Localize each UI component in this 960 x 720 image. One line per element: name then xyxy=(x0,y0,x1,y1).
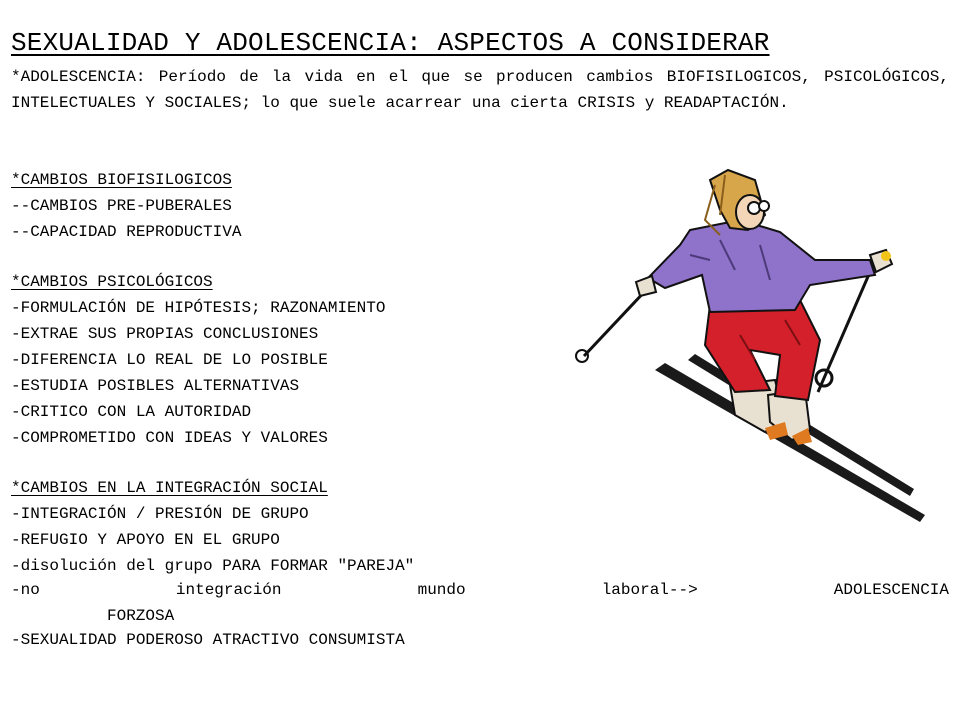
justified-list-item xyxy=(11,577,949,629)
goggles-icon xyxy=(748,202,760,214)
intro-paragraph: *ADOLESCENCIA: Período de la vida en el que se producen cambios BIOFISILOGICOS, PSICOLÓGICOS, INTELECTUALES Y SOCIALES; lo que suele acarrear una cierta CRISIS y READAPTACIÓN. xyxy=(11,68,949,112)
word: integración xyxy=(175,581,282,599)
slide-title: SEXUALIDAD Y ADOLESCENCIA: ASPECTOS A CONSIDERAR xyxy=(11,28,770,58)
word: ADOLESCENCIA xyxy=(833,581,949,599)
list-item: -DIFERENCIA LO REAL DE LO POSIBLE xyxy=(11,351,328,369)
list-item: -REFUGIO Y APOYO EN EL GRUPO xyxy=(11,531,280,549)
section-heading-integracion-social: *CAMBIOS EN LA INTEGRACIÓN SOCIAL xyxy=(11,479,328,497)
list-item: -COMPROMETIDO CON IDEAS Y VALORES xyxy=(11,429,328,447)
section-heading-psicologicos: *CAMBIOS PSICOLÓGICOS xyxy=(11,273,213,291)
word: laboral--> xyxy=(601,581,698,599)
list-item: --CAMBIOS PRE-PUBERALES xyxy=(11,197,232,215)
list-item: --CAPACIDAD REPRODUCTIVA xyxy=(11,223,242,241)
word: -no xyxy=(11,581,40,599)
glove-icon xyxy=(636,276,656,296)
pole-icon xyxy=(584,288,648,356)
list-item: -SEXUALIDAD PODEROSO ATRACTIVO CONSUMISTA xyxy=(11,631,405,649)
continuation-text: FORZOSA xyxy=(107,607,175,625)
pants-icon xyxy=(705,300,820,400)
pole-icon xyxy=(818,265,873,392)
list-item: -EXTRAE SUS PROPIAS CONCLUSIONES xyxy=(11,325,319,343)
list-item: -FORMULACIÓN DE HIPÓTESIS; RAZONAMIENTO xyxy=(11,299,386,317)
skier-illustration xyxy=(570,160,930,530)
list-item: -INTEGRACIÓN / PRESIÓN DE GRUPO xyxy=(11,505,309,523)
list-item: -ESTUDIA POSIBLES ALTERNATIVAS xyxy=(11,377,300,395)
word: mundo xyxy=(417,581,466,599)
list-item: -CRITICO CON LA AUTORIDAD xyxy=(11,403,252,421)
list-item: -disolución del grupo PARA FORMAR "PAREJA" xyxy=(11,557,415,575)
section-heading-biofisilogicos: *CAMBIOS BIOFISILOGICOS xyxy=(11,171,232,189)
jacket-icon xyxy=(648,220,875,312)
